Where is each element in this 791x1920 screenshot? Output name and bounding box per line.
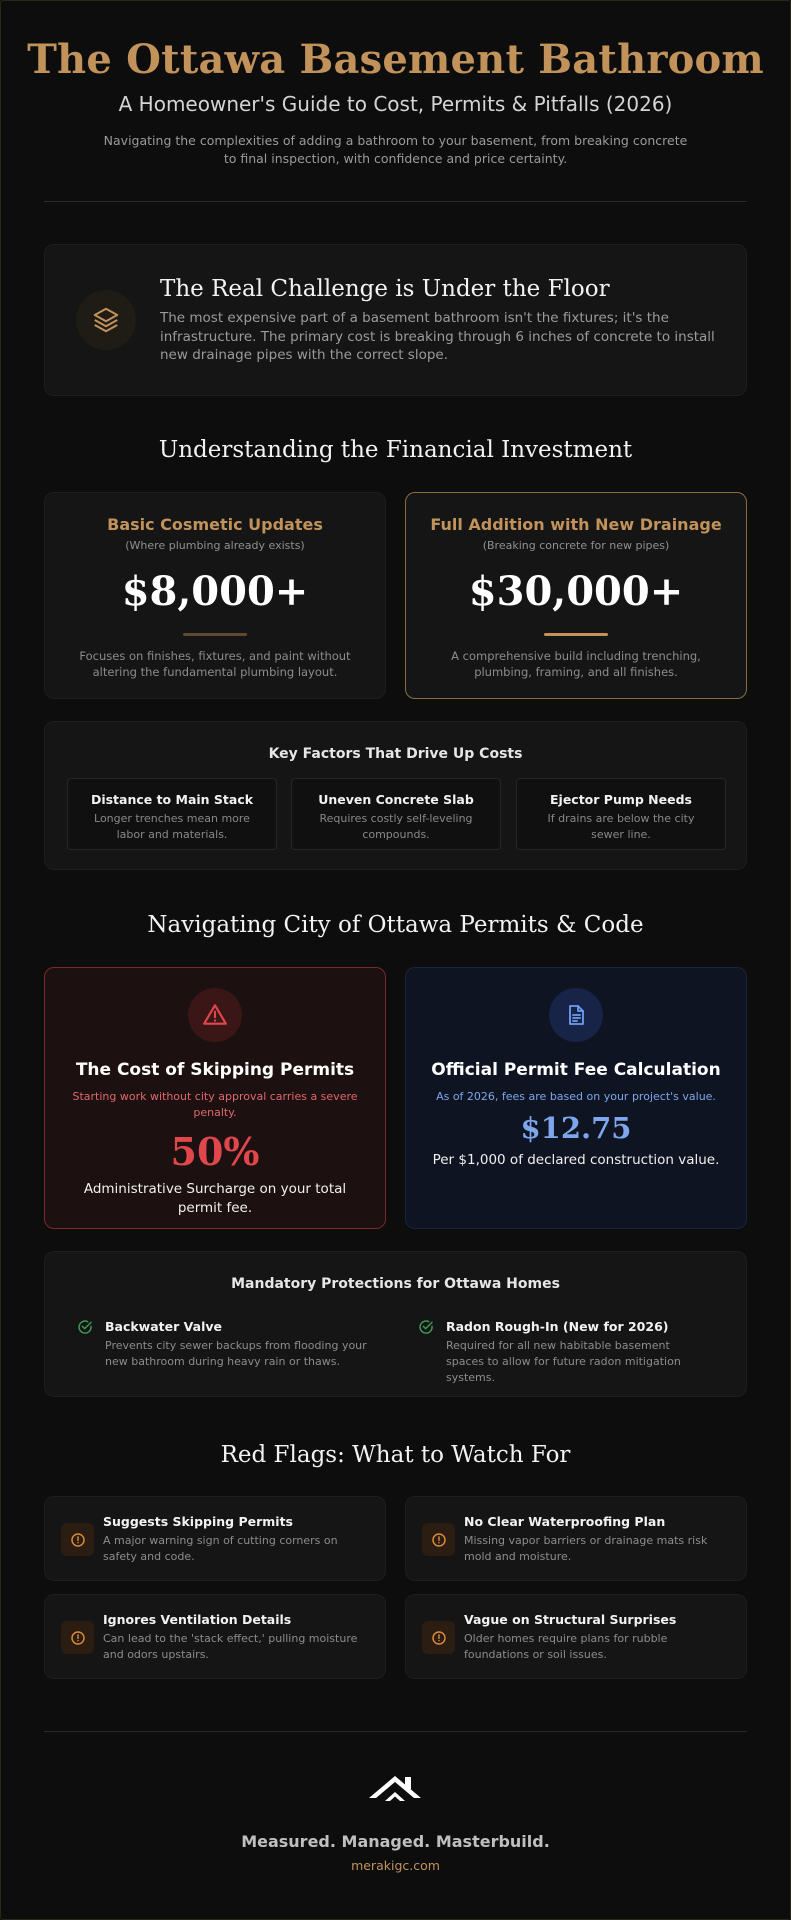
page-subtitle: A Homeowner's Guide to Cost, Permits & Pitfalls (2026) xyxy=(118,92,673,116)
cost-card-title: Full Addition with New Drainage xyxy=(430,515,722,534)
mandatory-item-title: Backwater Valve xyxy=(105,1319,222,1334)
layers-icon xyxy=(76,290,136,350)
house-roof-icon xyxy=(365,1768,425,1808)
permit-fee-subtitle: As of 2026, fees are based on your project's value. xyxy=(436,1090,716,1103)
permit-fee-card xyxy=(405,967,747,1229)
red-flag-title: Suggests Skipping Permits xyxy=(103,1514,293,1529)
cost-factors-card xyxy=(44,721,747,870)
cost-card-basic xyxy=(44,492,386,699)
mandatory-item xyxy=(77,1319,367,1370)
cost-card-description: Focuses on finishes, fixtures, and paint without altering the fundamental plumbing layout. xyxy=(79,649,351,679)
red-flag-title: Vague on Structural Surprises xyxy=(464,1612,677,1627)
red-flag-text: A major warning sign of cutting corners on safety and code. xyxy=(103,1534,338,1563)
cost-factor-text: Requires costly self-leveling compounds. xyxy=(319,812,473,841)
challenge-title: The Real Challenge is Under the Floor xyxy=(160,276,610,302)
cost-factor-text: Longer trenches mean more labor and materials. xyxy=(94,812,250,841)
cost-factor-title: Uneven Concrete Slab xyxy=(318,792,474,807)
warning-triangle-icon xyxy=(188,988,242,1042)
check-circle-icon xyxy=(418,1319,434,1335)
skipping-permits-title: The Cost of Skipping Permits xyxy=(75,1060,355,1080)
red-flag-title: Ignores Ventilation Details xyxy=(103,1612,292,1627)
cost-factors-title: Key Factors That Drive Up Costs xyxy=(268,746,523,762)
page-title: The Ottawa Basement Bathroom xyxy=(27,36,764,83)
red-flag-item xyxy=(44,1496,386,1581)
permit-fee-value: $12.75 xyxy=(520,1111,632,1145)
mandatory-item-text: Required for all new habitable basement spaces to allow for future radon mitigation systems. xyxy=(446,1339,681,1384)
header-divider xyxy=(44,201,747,202)
skipping-permits-subtitle: Starting work without city approval carries a severe penalty. xyxy=(72,1090,358,1119)
cost-factor xyxy=(67,778,277,850)
alert-circle-icon xyxy=(422,1523,455,1556)
red-flag-text: Can lead to the 'stack effect,' pulling moisture and odors upstairs. xyxy=(103,1632,358,1661)
skipping-permits-card xyxy=(44,967,386,1229)
red-flag-item xyxy=(44,1594,386,1679)
red-flag-text: Missing vapor barriers or drainage mats risk mold and moisture. xyxy=(464,1534,708,1563)
document-icon xyxy=(549,988,603,1042)
mandatory-item xyxy=(418,1319,708,1386)
cost-card-accent-bar xyxy=(544,633,608,636)
red-flag-title: No Clear Waterproofing Plan xyxy=(464,1514,666,1529)
alert-circle-icon xyxy=(61,1621,94,1654)
permit-fee-description: Per $1,000 of declared construction value. xyxy=(432,1152,720,1168)
intro-text: Navigating the complexities of adding a bathroom to your basement, from breaking concrete to final inspection, with confidence and price certainty. xyxy=(103,133,688,166)
footer-tagline: Measured. Managed. Masterbuild. xyxy=(241,1832,550,1851)
cost-factor xyxy=(291,778,501,850)
permits-section-title: Navigating City of Ottawa Permits & Code xyxy=(147,912,644,938)
cost-card-accent-bar xyxy=(183,633,247,636)
red-flag-text: Older homes require plans for rubble foundations or soil issues. xyxy=(464,1632,668,1661)
surcharge-value: 50% xyxy=(170,1129,260,1174)
cost-card-value: $8,000+ xyxy=(121,568,309,615)
footer-website-link[interactable]: merakigc.com xyxy=(351,1858,440,1873)
surcharge-description: Administrative Surcharge on your total permit fee. xyxy=(83,1181,347,1216)
permit-fee-title: Official Permit Fee Calculation xyxy=(431,1060,721,1080)
check-circle-icon xyxy=(77,1319,93,1335)
challenge-text: The most expensive part of a basement bathroom isn't the fixtures; it's the infrastructure. The primary cost is breaking through 6 inches of concrete to install new drainage pipes with the correct slope. xyxy=(160,310,715,363)
cost-card-description: A comprehensive build including trenching, plumbing, framing, and all finishes. xyxy=(451,649,701,679)
cost-card-subtitle: (Breaking concrete for new pipes) xyxy=(482,539,670,552)
red-flags-section-title: Red Flags: What to Watch For xyxy=(220,1442,571,1468)
cost-card-title: Basic Cosmetic Updates xyxy=(107,515,323,534)
mandatory-item-title: Radon Rough-In (New for 2026) xyxy=(446,1319,669,1334)
cost-factor xyxy=(516,778,726,850)
alert-circle-icon xyxy=(422,1621,455,1654)
cost-factor-title: Distance to Main Stack xyxy=(90,792,254,807)
footer-divider xyxy=(44,1731,747,1732)
red-flag-item xyxy=(405,1496,747,1581)
cost-factor-title: Ejector Pump Needs xyxy=(550,792,692,807)
mandatory-protections-title: Mandatory Protections for Ottawa Homes xyxy=(231,1276,560,1292)
mandatory-protections-card xyxy=(44,1251,747,1397)
cost-factor-text: If drains are below the city sewer line. xyxy=(547,812,695,841)
cost-card-subtitle: (Where plumbing already exists) xyxy=(125,539,305,552)
red-flag-item xyxy=(405,1594,747,1679)
financial-section-title: Understanding the Financial Investment xyxy=(158,437,633,463)
mandatory-item-text: Prevents city sewer backups from flooding your new bathroom during heavy rain or thaws. xyxy=(105,1339,367,1368)
cost-card-full xyxy=(405,492,747,699)
cost-card-value: $30,000+ xyxy=(468,568,684,615)
alert-circle-icon xyxy=(61,1523,94,1556)
